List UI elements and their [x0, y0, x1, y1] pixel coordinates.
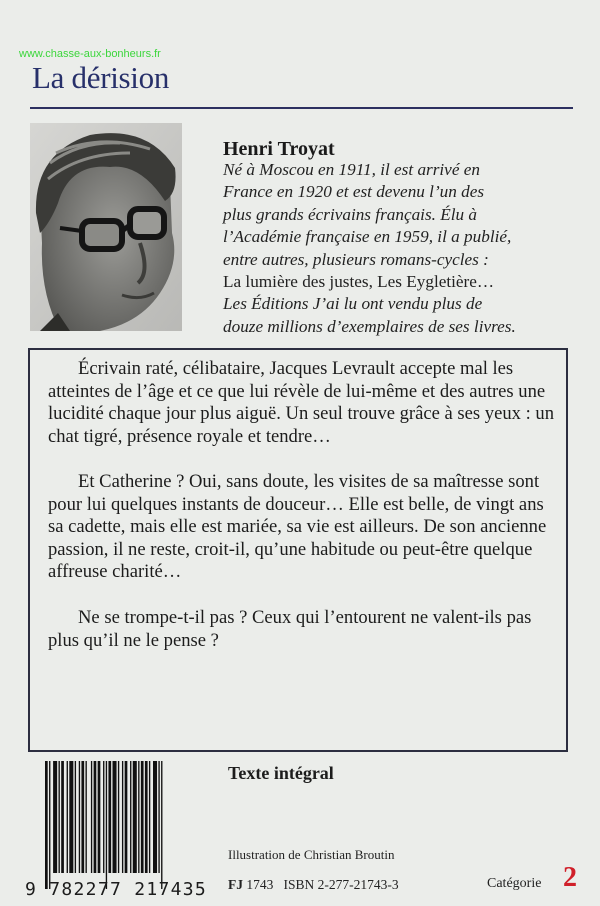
illustration-credit: Illustration de Christian Broutin	[228, 847, 395, 862]
bio-line: plus grands écrivains français. Élu à	[223, 204, 477, 224]
bio-line-titles: La lumière des justes, Les Eygletière…	[223, 272, 495, 292]
bio-line: douze millions d’exemplaires de ses livres.	[223, 316, 516, 336]
category-number: 2	[563, 862, 577, 893]
bio-line: Les Éditions J’ai lu ont vendu plus de	[223, 294, 483, 314]
synopsis-paragraph: Et Catherine ? Oui, sans doute, les visites de sa maîtresse sont pour lui quelques instants de douceur… Elle est belle, de vingt ans sa cadette, mais elle est mariée, sa vie est ailleurs. De son ancienne passion, il ne reste, croit-il, qu’une habitude ou peut-être quelque affreuse charité…	[48, 471, 547, 582]
fj-label: FJ	[228, 877, 243, 892]
synopsis-paragraph: Écrivain raté, célibataire, Jacques Levrault accepte mal les atteintes de l’âge et ce que lui révèle de lui-même et des autres une lucidité chaque jour plus aiguë. Un seul trouve grâce à ses yeux : un chat tigré, présence royale et tendre…	[48, 358, 555, 447]
bio-line: l’Académie française en 1959, il a publié,	[223, 227, 512, 247]
synopsis-paragraph: Ne se trompe-t-il pas ? Ceux qui l’entourent ne valent-ils pas plus qu’il ne le pense ?	[48, 607, 532, 651]
barcode-bars-icon	[43, 761, 209, 889]
author-portrait-icon	[30, 123, 182, 331]
publication-codes	[228, 877, 399, 893]
isbn: ISBN 2-277-21743-3	[283, 877, 399, 892]
title-divider	[30, 107, 573, 109]
texte-integral-label: Texte intégral	[228, 763, 334, 783]
bio-line: Né à Moscou en 1911, il est arrivé en	[223, 160, 480, 179]
bio-line: entre autres, plusieurs romans-cycles :	[223, 249, 489, 269]
author-photo	[30, 123, 182, 331]
author-bio	[223, 159, 593, 338]
barcode	[43, 761, 209, 889]
bio-line: France en 1920 et est devenu l’un des	[223, 182, 485, 202]
category-label: Catégorie	[487, 876, 542, 891]
barcode-digits: 9 782277 217435	[25, 879, 208, 900]
book-title: La dérision	[32, 60, 170, 95]
author-name: Henri Troyat	[223, 138, 335, 160]
watermark-url: www.chasse-aux-bonheurs.fr	[19, 48, 161, 60]
synopsis-box	[28, 348, 568, 752]
fj-number: 1743	[246, 877, 274, 892]
